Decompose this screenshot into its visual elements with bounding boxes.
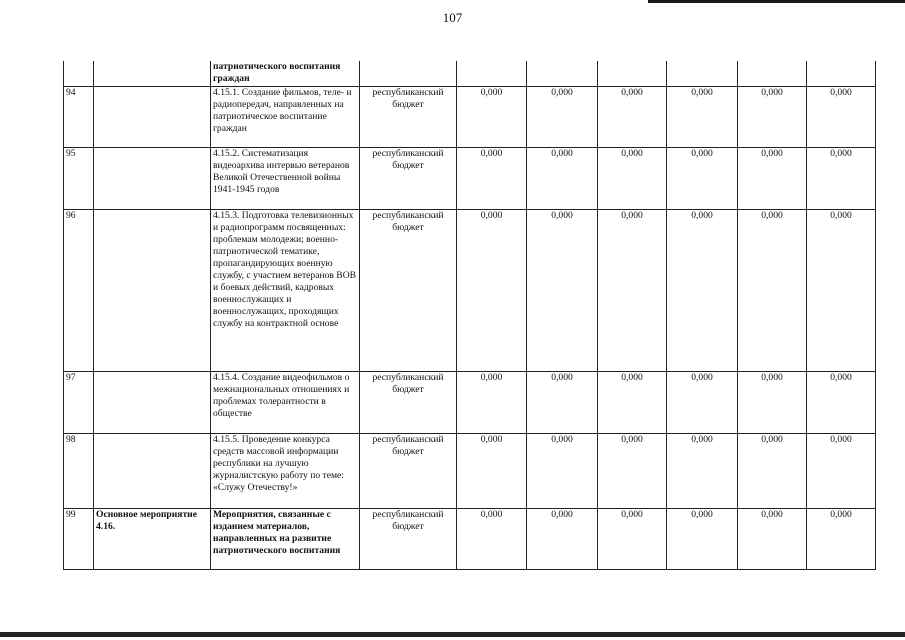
name-cell: 4.15.5. Проведение конкурса средств массовой информации республики на лучшую журналистскую работу по теме: «Служу Отечеству!» bbox=[211, 433, 360, 508]
code-cell bbox=[94, 371, 211, 433]
value-cell: 0,000 bbox=[598, 508, 667, 569]
table-row bbox=[64, 209, 876, 371]
code-cell bbox=[94, 61, 211, 86]
value-cell bbox=[667, 61, 738, 86]
budget-table bbox=[63, 61, 876, 570]
value-cell bbox=[457, 61, 527, 86]
top-edge-line bbox=[648, 0, 905, 3]
value-cell: 0,000 bbox=[738, 508, 807, 569]
value-cell: 0,000 bbox=[738, 147, 807, 209]
value-cell: 0,000 bbox=[457, 147, 527, 209]
num-cell: 99 bbox=[64, 508, 94, 569]
value-cell bbox=[807, 61, 876, 86]
value-cell: 0,000 bbox=[527, 433, 598, 508]
value-cell: 0,000 bbox=[738, 209, 807, 371]
source-cell: республиканский бюджет bbox=[360, 209, 457, 371]
value-cell bbox=[598, 61, 667, 86]
code-cell bbox=[94, 147, 211, 209]
source-cell: республиканский бюджет bbox=[360, 433, 457, 508]
value-cell: 0,000 bbox=[667, 433, 738, 508]
value-cell: 0,000 bbox=[738, 433, 807, 508]
value-cell: 0,000 bbox=[527, 209, 598, 371]
value-cell: 0,000 bbox=[598, 209, 667, 371]
value-cell: 0,000 bbox=[667, 209, 738, 371]
value-cell: 0,000 bbox=[738, 86, 807, 147]
value-cell: 0,000 bbox=[738, 371, 807, 433]
source-cell bbox=[360, 61, 457, 86]
value-cell: 0,000 bbox=[598, 147, 667, 209]
value-cell: 0,000 bbox=[598, 86, 667, 147]
num-cell: 94 bbox=[64, 86, 94, 147]
value-cell: 0,000 bbox=[598, 371, 667, 433]
name-cell: патриотического воспитания граждан bbox=[211, 61, 360, 86]
value-cell: 0,000 bbox=[667, 371, 738, 433]
value-cell: 0,000 bbox=[598, 433, 667, 508]
table-row bbox=[64, 147, 876, 209]
num-cell: 95 bbox=[64, 147, 94, 209]
table-row bbox=[64, 86, 876, 147]
value-cell bbox=[527, 61, 598, 86]
value-cell: 0,000 bbox=[527, 147, 598, 209]
value-cell: 0,000 bbox=[457, 433, 527, 508]
value-cell: 0,000 bbox=[807, 433, 876, 508]
value-cell: 0,000 bbox=[807, 147, 876, 209]
value-cell: 0,000 bbox=[667, 86, 738, 147]
num-cell: 98 bbox=[64, 433, 94, 508]
code-cell bbox=[94, 86, 211, 147]
table-row bbox=[64, 371, 876, 433]
num-cell: 96 bbox=[64, 209, 94, 371]
source-cell: республиканский бюджет bbox=[360, 508, 457, 569]
num-cell bbox=[64, 61, 94, 86]
table-row bbox=[64, 508, 876, 569]
page-number: 107 bbox=[442, 10, 463, 25]
value-cell: 0,000 bbox=[807, 508, 876, 569]
code-cell bbox=[94, 209, 211, 371]
value-cell: 0,000 bbox=[457, 508, 527, 569]
value-cell: 0,000 bbox=[457, 86, 527, 147]
name-cell: 4.15.4. Создание видеофильмов о межнациональных отношениях и проблемах толерантности в обществе bbox=[211, 371, 360, 433]
name-cell: 4.15.3. Подготовка телевизионных и радиопрограмм посвященных: проблемам молодежи; военно-патриотической тематике, пропагандирующих военную службу, с участием ветеранов ВОВ и боевых действий, кадровых военнослужащих и военнослужащих, проходящих службу на контрактной основе bbox=[211, 209, 360, 371]
value-cell: 0,000 bbox=[807, 371, 876, 433]
code-cell: Основное мероприятие 4.16. bbox=[94, 508, 211, 569]
value-cell: 0,000 bbox=[527, 508, 598, 569]
value-cell: 0,000 bbox=[527, 371, 598, 433]
value-cell: 0,000 bbox=[807, 209, 876, 371]
value-cell: 0,000 bbox=[667, 508, 738, 569]
value-cell: 0,000 bbox=[527, 86, 598, 147]
num-cell: 97 bbox=[64, 371, 94, 433]
value-cell bbox=[738, 61, 807, 86]
value-cell: 0,000 bbox=[457, 371, 527, 433]
name-cell: 4.15.2. Систематизация видеоархива интервью ветеранов Великой Отечественной войны 1941-1945 годов bbox=[211, 147, 360, 209]
name-cell: Мероприятия, связанные с изданием материалов, направленных на развитие патриотического воспитания bbox=[211, 508, 360, 569]
value-cell: 0,000 bbox=[457, 209, 527, 371]
value-cell: 0,000 bbox=[807, 86, 876, 147]
value-cell: 0,000 bbox=[667, 147, 738, 209]
source-cell: республиканский бюджет bbox=[360, 147, 457, 209]
source-cell: республиканский бюджет bbox=[360, 86, 457, 147]
table-row bbox=[64, 433, 876, 508]
code-cell bbox=[94, 433, 211, 508]
source-cell: республиканский бюджет bbox=[360, 371, 457, 433]
continuation-row bbox=[64, 61, 876, 86]
name-cell: 4.15.1. Создание фильмов, теле- и радиопередач, направленных на патриотическое воспитание граждан bbox=[211, 86, 360, 147]
bottom-edge-line bbox=[0, 632, 905, 637]
